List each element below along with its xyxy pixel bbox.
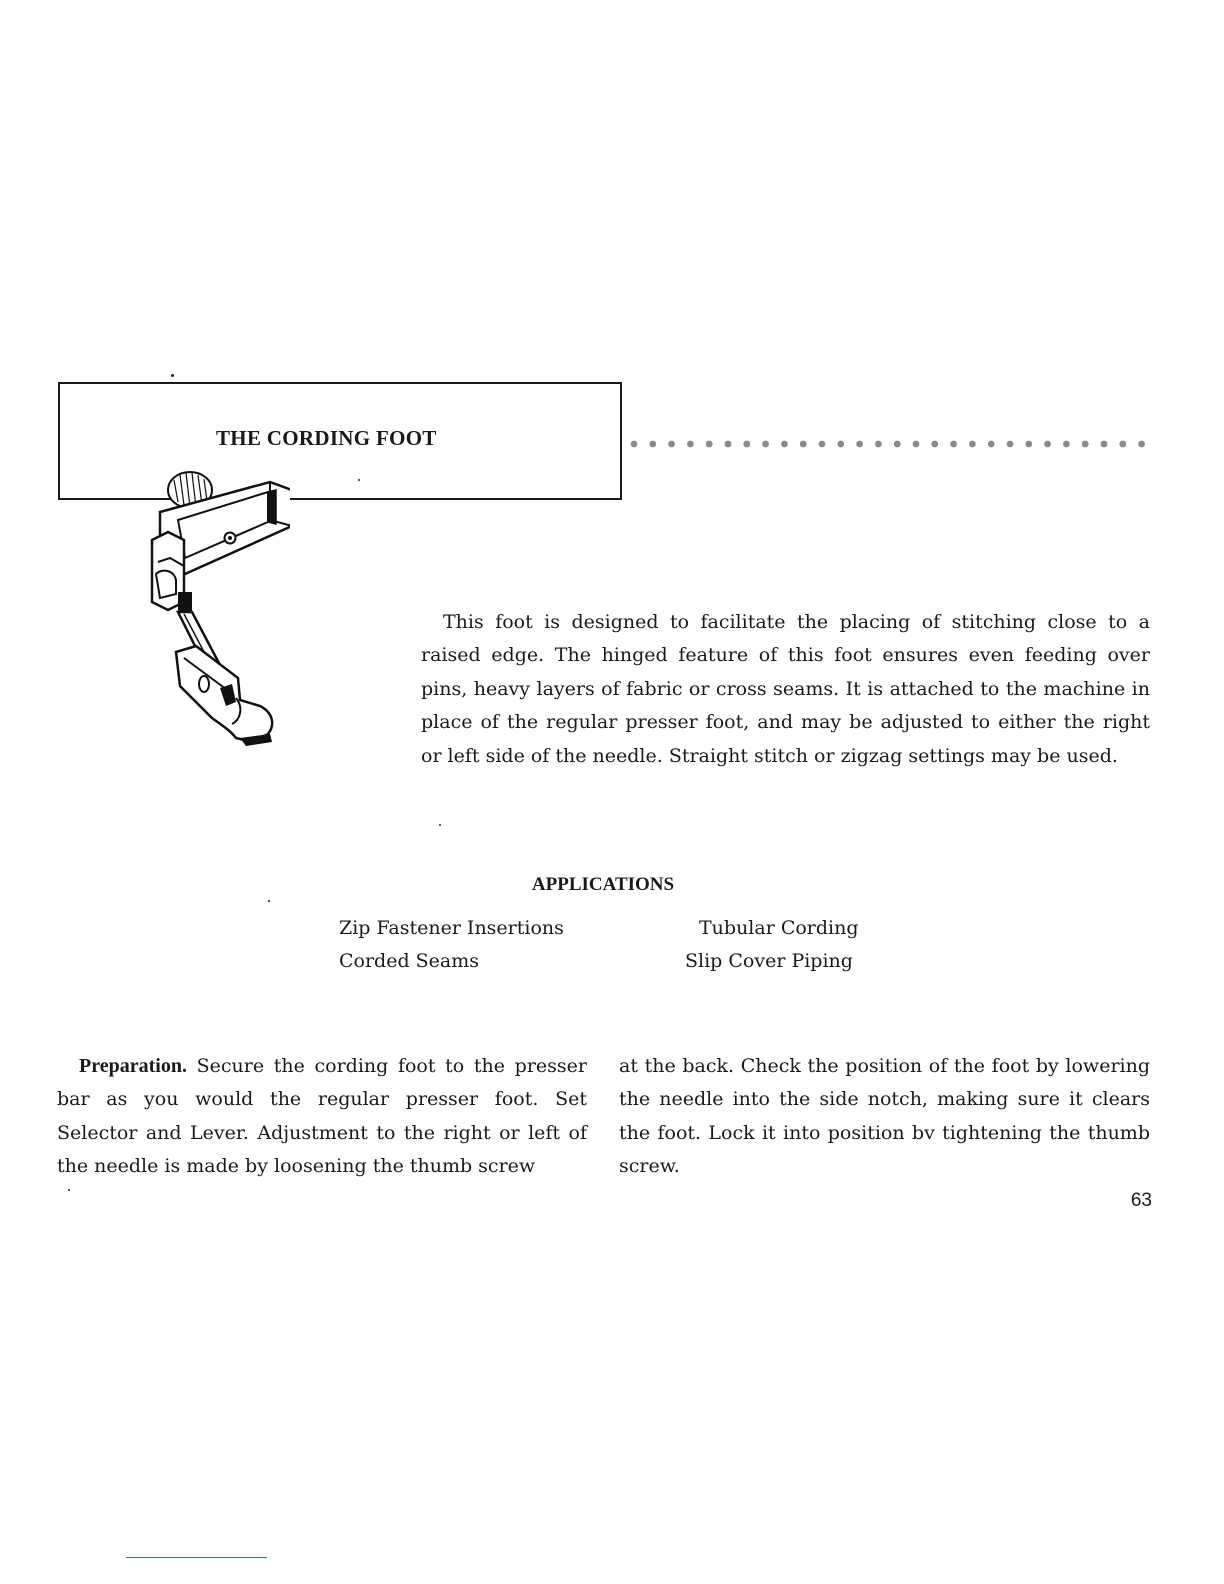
rule-dot [894,441,901,448]
rule-dot [875,441,882,448]
rule-dot [743,441,750,448]
rule-dot [1044,441,1051,448]
preparation-left-column [57,1050,587,1184]
application-item: Zip Fastener Insertions [339,917,564,939]
rule-dot [988,441,995,448]
preparation-right-column: at the back. Check the position of the foot by lowering the needle into the side notch, making sure it clears the foot. Lock it into position bv tightening the thumb screw. [619,1055,1150,1178]
rule-dot [819,441,826,448]
rule-dot [668,441,675,448]
application-item: Slip Cover Piping [685,950,853,972]
print-speck [171,374,174,377]
rule-dot [762,441,769,448]
rule-dot [1063,441,1070,448]
rule-dot [1082,441,1089,448]
rule-dot [706,441,713,448]
rule-dot [781,441,788,448]
preparation-label: Preparation. [79,1055,187,1077]
intro-paragraph: This foot is designed to facilitate the placing of stitching close to a raised edge. The hinged feature of this foot ensures even feeding over pins, heavy layers of fabric or cross seams. It is attached to the machine in place of the regular presser foot, and may be adjusted to either the right or left side of the needle. Straight stitch or zigzag settings may be used. [421,611,1150,767]
rule-dot [837,441,844,448]
rule-dot [950,441,957,448]
rule-dot [931,441,938,448]
application-item: Tubular Cording [699,917,859,939]
rule-dot [856,441,863,448]
application-item: Corded Seams [339,950,480,972]
rule-dot [1138,441,1145,448]
rule-dot [1007,441,1014,448]
preparation-left-text: Secure the cording foot to the presser bar as you would the regular presser foot. Set Selector and Lever. Adjustment to the right or left of the needle is made by loosening the thumb screw [57,1055,587,1178]
rule-dot [913,441,920,448]
print-speck [358,479,360,481]
print-speck [439,824,441,826]
rule-dot [1101,441,1108,448]
cording-foot-illustration-icon [140,462,290,747]
print-speck [68,1189,70,1191]
rule-dot [725,441,732,448]
applications-heading: APPLICATIONS [531,874,675,895]
section-title: THE CORDING FOOT [216,426,437,450]
print-speck [268,900,270,902]
rule-dot [649,441,656,448]
rule-dot [687,441,694,448]
rule-dot [800,441,807,448]
rule-dot [1025,441,1032,448]
page-number: 63 [1130,1190,1152,1211]
bottom-rule [126,1557,267,1558]
rule-dot [1119,441,1126,448]
rule-dot [969,441,976,448]
rule-dot [631,441,638,448]
dotted-rule-icon [628,436,1152,452]
